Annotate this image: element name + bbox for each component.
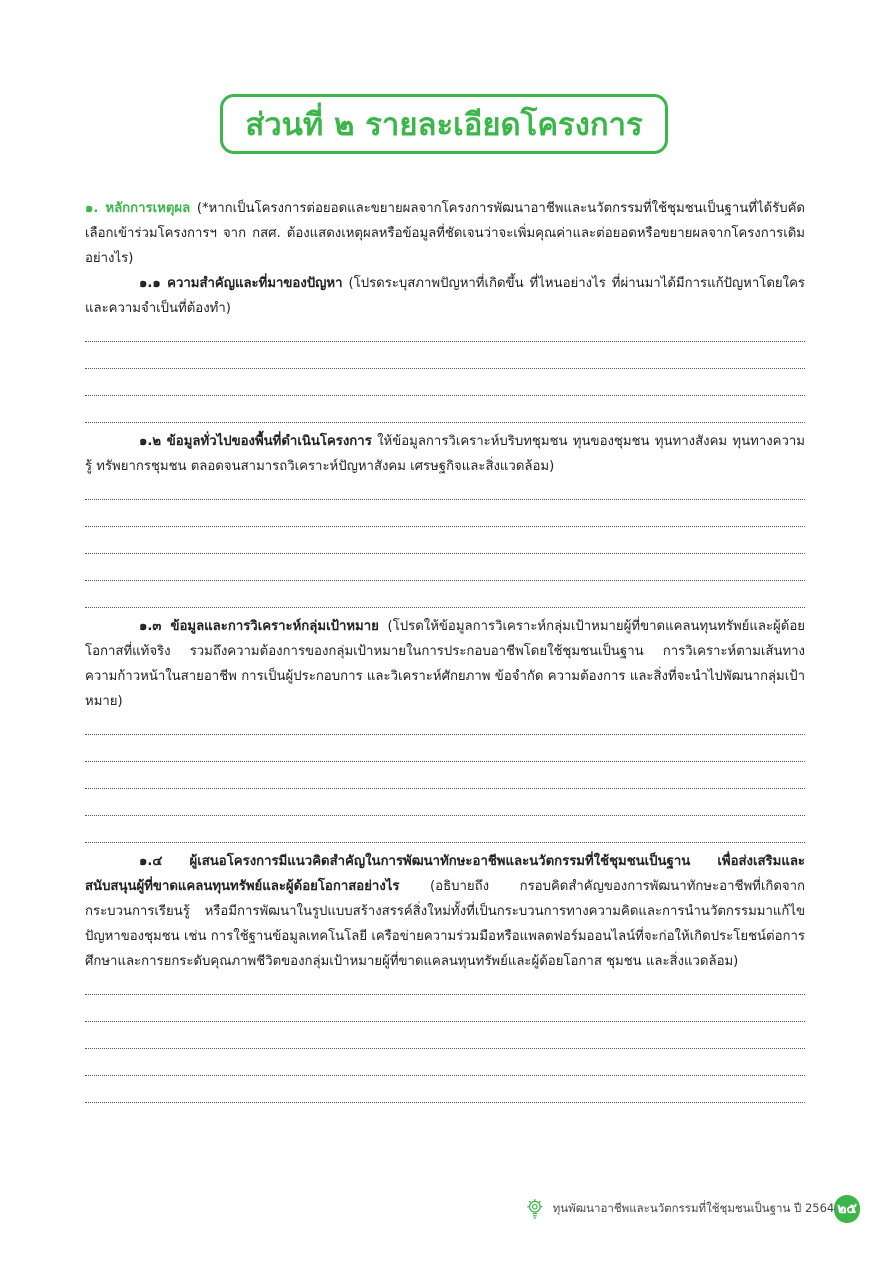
section-1-heading: ๑. หลักการเหตุผล <box>85 201 191 216</box>
subsection-1-4 <box>85 849 805 974</box>
answer-line[interactable] <box>85 506 805 533</box>
answer-line[interactable] <box>85 479 805 506</box>
page-number-badge <box>834 1195 860 1223</box>
answer-area-1-2[interactable] <box>85 479 805 614</box>
answer-line[interactable] <box>85 714 805 741</box>
subsection-1-2 <box>85 429 805 479</box>
answer-line[interactable] <box>85 1028 805 1055</box>
document-body <box>85 196 805 1109</box>
footer-title: ทุนพัฒนาอาชีพและนวัตกรรมที่ใช้ชุมชนเป็นฐาน ปี 2564 <box>552 1201 835 1215</box>
subsection-1-4-heading: ๑.๔ ผู้เสนอโครงการมีแนวคิดสำคัญในการพัฒนาทักษะอาชีพและนวัตกรรมที่ใช้ชุมชนเป็นฐาน เพื่อส่งเสริมและสนับสนุนผู้ที่ขาดแคลนทุนทรัพย์และผู้ด้อยโอกาสอย่างไร <box>85 854 805 894</box>
answer-area-1-4[interactable] <box>85 974 805 1109</box>
answer-line[interactable] <box>85 533 805 560</box>
answer-line[interactable] <box>85 1082 805 1109</box>
answer-area-1-1[interactable] <box>85 321 805 429</box>
answer-line[interactable] <box>85 348 805 375</box>
answer-line[interactable] <box>85 321 805 348</box>
subsection-1-1 <box>85 271 805 321</box>
answer-line[interactable] <box>85 375 805 402</box>
section-1-intro <box>85 196 805 271</box>
subsection-1-3 <box>85 614 805 714</box>
answer-line[interactable] <box>85 402 805 429</box>
page-number: ๒๕ <box>837 1201 858 1217</box>
answer-line[interactable] <box>85 822 805 849</box>
lightbulb-gear-icon <box>525 1195 545 1223</box>
page-title: ส่วนที่ ๒ รายละเอียดโครงการ <box>245 107 643 143</box>
answer-line[interactable] <box>85 768 805 795</box>
section-title-box <box>220 94 668 154</box>
page-footer <box>525 1192 860 1226</box>
subsection-1-3-heading: ๑.๓ ข้อมูลและการวิเคราะห์กลุ่มเป้าหมาย <box>139 619 379 634</box>
answer-line[interactable] <box>85 560 805 587</box>
subsection-1-1-heading: ๑.๑ ความสำคัญและที่มาของปัญหา <box>139 276 343 291</box>
section-1-intro-text: (*หากเป็นโครงการต่อยอดและขยายผลจากโครงการพัฒนาอาชีพและนวัตกรรมที่ใช้ชุมชนเป็นฐานที่ได้รับคัดเลือกเข้าร่วมโครงการฯ จาก กสศ. ต้องแสดงเหตุผลหรือข้อมูลที่ชัดเจนว่าจะเพิ่มคุณค่าและต่อยอดหรือขยายผลจากโครงการเดิมอย่างไร) <box>85 201 805 266</box>
subsection-1-2-heading: ๑.๒ ข้อมูลทั่วไปของพื้นที่ดำเนินโครงการ <box>139 434 372 449</box>
subsection-1-4-desc: (อธิบายถึง กรอบคิดสำคัญของการพัฒนาทักษะอาชีพที่เกิดจากกระบวนการเรียนรู้ หรือมีการพัฒนาในรูปแบบสร้างสรรค์สิ่งใหม่ทั้งที่เป็นกระบวนการทางความคิดและการนำนวัตกรรมมาแก้ไขปัญหาของชุมชน เช่น การใช้ฐานข้อมูลเทคโนโลยี เครือข่ายความร่วมมือหรือแพลตฟอร์มออนไลน์ที่จะก่อให้เกิดประโยชน์ต่อการศึกษาและการยกระดับคุณภาพชีวิตของกลุ่มเป้าหมายผู้ที่ขาดแคลนทุนทรัพย์และผู้ด้อยโอกาส ชุมชน และสิ่งแวดล้อม) <box>85 879 805 969</box>
answer-line[interactable] <box>85 587 805 614</box>
answer-line[interactable] <box>85 795 805 822</box>
subsection-1-3-desc: (โปรดให้ข้อมูลการวิเคราะห์กลุ่มเป้าหมายผู้ที่ขาดแคลนทุนทรัพย์และผู้ด้อยโอกาสที่แท้จริง รวมถึงความต้องการของกลุ่มเป้าหมายในการประกอบอาชีพโดยใช้ชุมชนเป็นฐาน การวิเคราะห์ตามเส้นทางความก้าวหน้าในสายอาชีพ การเป็นผู้ประกอบการ และวิเคราะห์ศักยภาพ ข้อจำกัด ความต้องการ และสิ่งที่จะนำไปพัฒนากลุ่มเป้าหมาย) <box>85 619 805 709</box>
answer-line[interactable] <box>85 1055 805 1082</box>
answer-line[interactable] <box>85 974 805 1001</box>
answer-line[interactable] <box>85 1001 805 1028</box>
subsection-1-1-desc: (โปรดระบุสภาพปัญหาที่เกิดขึ้น ที่ไหนอย่างไร ที่ผ่านมาได้มีการแก้ปัญหาโดยใคร และความจำเป็นที่ต้องทำ) <box>85 276 805 316</box>
answer-line[interactable] <box>85 741 805 768</box>
answer-area-1-3[interactable] <box>85 714 805 849</box>
subsection-1-2-desc: ให้ข้อมูลการวิเคราะห์บริบทชุมชน ทุนของชุมชน ทุนทางสังคม ทุนทางความรู้ ทรัพยากรชุมชน ตลอดจนสามารถวิเคราะห์ปัญหาสังคม เศรษฐกิจและสิ่งแวดล้อม) <box>85 434 805 474</box>
